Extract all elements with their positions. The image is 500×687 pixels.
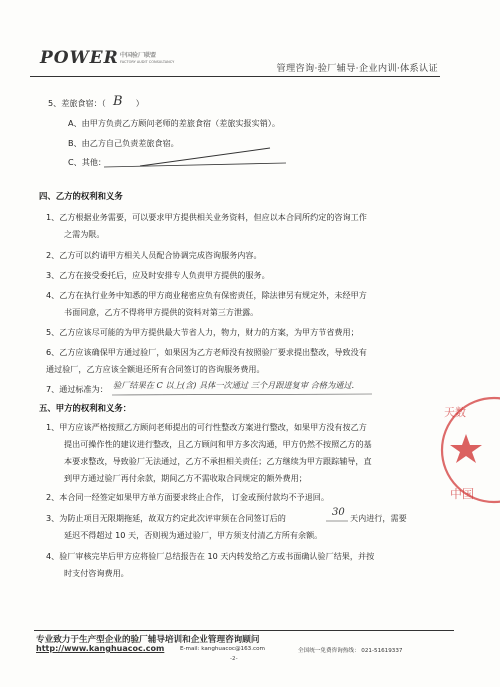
footer-slogan: 专业致力于生产型企业的验厂辅导培训和企业管理咨询顾问 — [36, 635, 260, 645]
section-5-line-8: 4、验厂审核完毕后甲方应将验厂总结报告在 10 天内转发给乙方或书面确认验厂结果，并按 — [46, 551, 375, 561]
footer-rule — [34, 630, 454, 631]
logo-chinese-name: 中国验厂联盟 — [120, 52, 157, 59]
section-4-line-1: 1、乙方根据业务需要，可以要求甲方提供相关业务资料，但应以本合同所约定的咨询工作 — [46, 212, 367, 222]
footer-website: http://www.kanghuacoc.com — [36, 644, 165, 653]
section-4-line-8: 6、乙方应该确保甲方通过验厂，如果因为乙方老师没有按照验厂要求提出整改，导致没有 — [46, 347, 367, 357]
company-seal — [432, 378, 500, 528]
section-5-line-6-end: 天内进行，需要 — [350, 513, 407, 523]
seal-text-top: 天数 — [444, 406, 466, 419]
header-slogan: 管理咨询·验厂辅导·企业内训·体系认证 — [276, 63, 438, 74]
section-5-line-6: 3、为防止项目无限期拖延，故双方约定此次评审须在合同签订后的 — [46, 513, 286, 523]
footer-hotline: 全国统一免费咨询热线： 021-51619337 — [298, 648, 403, 654]
handwritten-choice: B — [113, 94, 123, 109]
section-4-line-4: 3、乙方在接受委托后，应及时安排专人负责甲方提供的服务。 — [46, 270, 270, 280]
section-4-line-9: 通过验厂，乙方应该全额退还所有合同签订的咨询服务费用。 — [46, 364, 265, 374]
handwritten-pass-standard: 验厂结果在 C 以上(含) 具体一次通过 三个月跟进复审 合格为通过. — [113, 380, 355, 390]
header-rule — [30, 76, 440, 77]
section-4-title: 四、乙方的权利和义务 — [39, 191, 123, 201]
logo-english-name: FACTORY AUDIT CONSULTANCY — [120, 60, 175, 64]
footer-email: E-mail: kanghuacoc@163.com — [180, 646, 265, 652]
travel-option-c: C、其他： — [68, 157, 107, 167]
travel-option-a: A、由甲方负责乙方顾问老师的差旅食宿（差旅实报实销）。 — [68, 118, 280, 128]
handwritten-strike — [100, 145, 290, 170]
section-5-line-3: 本要求整改，导致验厂无法通过，乙方不承担相关责任；乙方继续为甲方跟踪辅导，直 — [64, 456, 372, 466]
section-4-line-2: 之需为限。 — [64, 229, 105, 239]
logo-wordmark: POWER — [40, 48, 119, 68]
page-header — [30, 46, 470, 80]
section-5-title: 五、甲方的权利和义务： — [39, 403, 132, 413]
section-4-line-3: 2、乙方可以约请甲方相关人员配合协调完成咨询服务内容。 — [46, 250, 262, 260]
section-4-line-6: 书面同意，乙方不得将甲方提供的资料对第三方泄露。 — [64, 307, 259, 317]
section-5-line-9: 时支付咨询费用。 — [64, 568, 129, 578]
section-4-item-7-label: 7、通过标准为： — [46, 384, 108, 394]
company-logo — [40, 48, 210, 72]
section-4-line-7: 5、乙方应该尽可能的为甲方提供最大节省人力，物力，财力的方案，为甲方节省费用； — [46, 327, 359, 337]
section-5-line-1: 1、甲方应该严格按照乙方顾问老师提出的可行性整改方案进行整改，如果甲方没有按乙方 — [46, 422, 367, 432]
section-5-line-7: 延迟不得超过 10 天，否则视为通过验厂，甲方须支付清乙方所有余额。 — [64, 530, 323, 540]
page-number: -2- — [230, 656, 238, 662]
handwritten-underline — [112, 393, 374, 397]
section-5-line-5: 2、本合同一经签定如果甲方单方面要求终止合作， 订金或预付款均不予退回。 — [46, 492, 329, 502]
days-blank-line — [326, 519, 350, 523]
handwritten-days: 30 — [332, 507, 345, 518]
section-4-line-5: 4、乙方在执行业务中知悉的甲方商业秘密应负有保密责任，除法律另有规定外，未经甲方 — [46, 290, 367, 300]
section-5-line-2: 提出可操作性的建议进行整改，且乙方顾问和甲方多次沟通，甲方仍然不按照乙方的基 — [64, 439, 372, 449]
travel-item-label: 5、差旅食宿：（ ） — [48, 98, 144, 108]
section-5-line-4: 到甲方通过验厂再付余款，期间乙方不需收取合同规定的额外费用； — [64, 473, 307, 483]
travel-option-b: B、由乙方自己负责差旅食宿。 — [68, 138, 179, 148]
seal-text-bottom: 中国 — [450, 487, 475, 501]
